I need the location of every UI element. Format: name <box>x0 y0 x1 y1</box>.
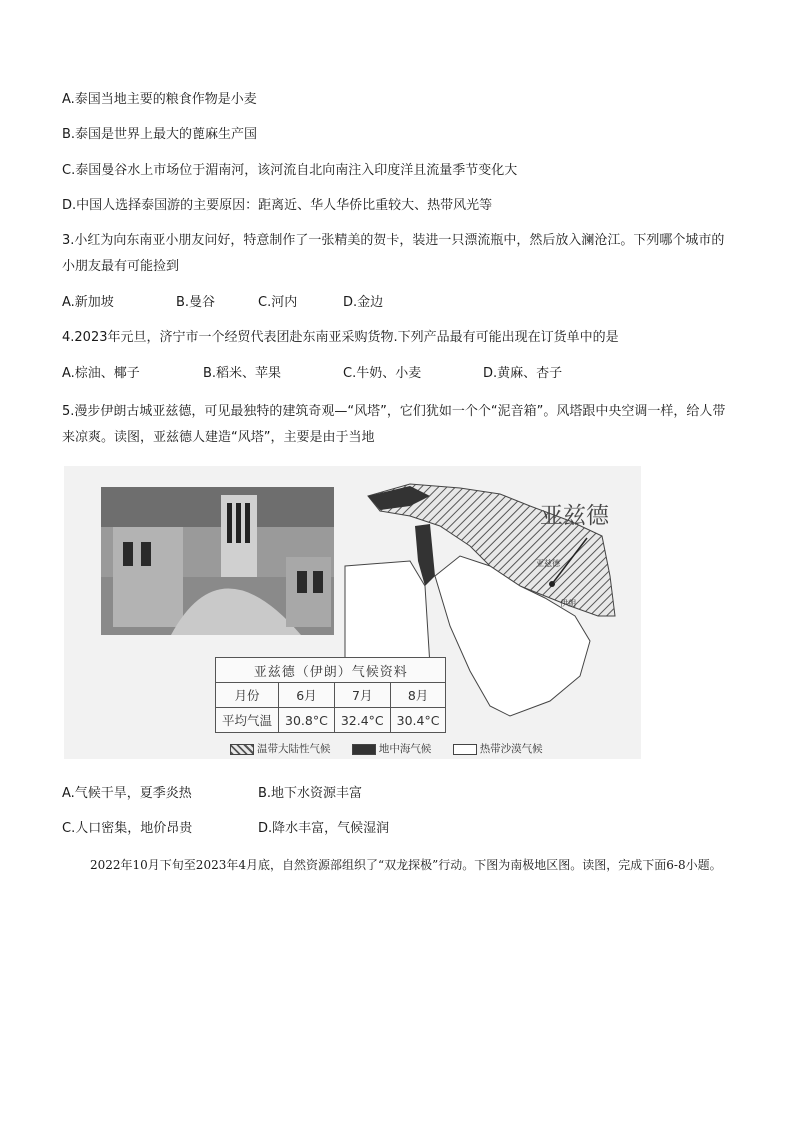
q2-option-d: D.中国人选择泰国游的主要原因：距离近、华人华侨比重较大、热带风光等 <box>62 198 493 213</box>
q5-option-c: C.人口密集，地价昂贵 <box>62 821 193 836</box>
table-cell: 32.4°C <box>334 708 390 733</box>
table-cell: 30.8°C <box>279 708 335 733</box>
q2-option-b: B.泰国是世界上最大的蓖麻生产国 <box>62 127 258 142</box>
table-cell: 7月 <box>334 683 390 708</box>
table-cell: 30.4°C <box>390 708 446 733</box>
q3-option-b: B.曼谷 <box>176 295 216 310</box>
q5-option-b: B.地下水资源丰富 <box>258 786 363 801</box>
q5-option-a: A.气候干旱，夏季炎热 <box>62 786 192 801</box>
legend-item-temperate-continental: 温带大陆性气候 <box>230 741 331 756</box>
dark-swatch-icon <box>352 744 376 755</box>
map-label-iran: 伊朗 <box>560 599 576 608</box>
q2-option-a: A.泰国当地主要的粮食作物是小麦 <box>62 92 257 107</box>
q2-option-c: C.泰国曼谷水上市场位于湄南河，该河流自北向南注入印度洋且流量季节变化大 <box>62 163 518 178</box>
climate-table <box>215 657 446 733</box>
q5-stem: 5.漫步伊朗古城亚兹德，可见最独特的建筑奇观—“风塔”，它们犹如一个个“泥音箱”。风塔跟中央空调一样，给人带来凉爽。读图，亚兹德人建造“风塔”，主要是由于当地 <box>62 404 726 445</box>
q4-stem: 4.2023年元旦，济宁市一个经贸代表团赴东南亚采购货物.下列产品最有可能出现在订货单中的是 <box>62 330 619 345</box>
wind-tower-photo <box>101 487 334 635</box>
q4-option-a: A.棕油、椰子 <box>62 366 140 381</box>
intro-questions-6-8: 2022年10月下旬至2023年4月底，自然资源部组织了“双龙探极”行动。下图为南极地区图。读图，完成下面6-8小题。 <box>90 858 722 872</box>
blank-swatch-icon <box>453 744 477 755</box>
q4-option-d: D.黄麻、杏子 <box>483 366 563 381</box>
table-cell: 8月 <box>390 683 446 708</box>
map-legend <box>230 741 561 756</box>
table-cell: 平均气温 <box>216 708 279 733</box>
legend-item-tropical-desert: 热带沙漠气候 <box>453 741 543 756</box>
q4-option-c: C.牛奶、小麦 <box>343 366 422 381</box>
hatch-swatch-icon <box>230 744 254 755</box>
legend-item-mediterranean: 地中海气候 <box>352 741 432 756</box>
map-label-yazd: 亚兹德 <box>536 559 560 568</box>
table-cell: 6月 <box>279 683 335 708</box>
q3-option-d: D.金边 <box>343 295 384 310</box>
map-title-yazd: 亚兹德 <box>540 503 609 529</box>
q4-option-b: B.稻米、苹果 <box>203 366 282 381</box>
q5-option-d: D.降水丰富，气候湿润 <box>258 821 390 836</box>
q3-option-c: C.河内 <box>258 295 298 310</box>
table-cell: 月份 <box>216 683 279 708</box>
q3-option-a: A.新加坡 <box>62 295 114 310</box>
climate-table-title: 亚兹德（伊朗）气候资料 <box>216 658 446 683</box>
q3-stem: 3.小红为向东南亚小朋友问好，特意制作了一张精美的贺卡，装进一只漂流瓶中，然后放入澜沧江。下列哪个城市的小朋友最有可能捡到 <box>62 233 725 274</box>
